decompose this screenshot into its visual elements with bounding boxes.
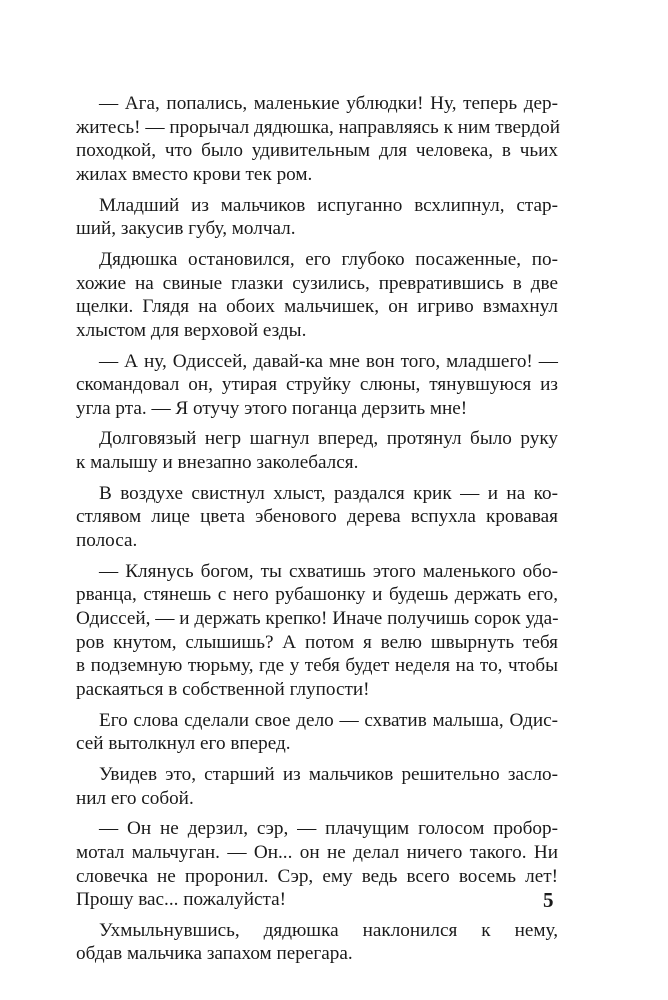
text-line: Долговязый негр шагнул вперед, протянул было руку xyxy=(99,428,558,450)
text-line: скомандовал он, утирая струйку слюны, тянувшуюся из xyxy=(76,374,558,396)
text-line: — А ну, Одиссей, давай-ка мне вон того, младшего! — xyxy=(99,350,558,372)
text-line: — Он не дерзил, сэр, — плачущим голосом пробор- xyxy=(99,818,558,840)
text-line: угла рта. — Я отучу этого поганца дерзить мне! xyxy=(76,397,468,419)
text-line: Прошу вас... пожалуйста! xyxy=(76,889,287,911)
text-line: хожие на свиные глазки сузились, превратившись в две xyxy=(76,272,558,294)
text-line: В воздухе свистнул хлыст, раздался крик — и на ко- xyxy=(99,482,558,504)
text-line: походкой, что было удивительным для человека, в чьих xyxy=(76,140,558,162)
text-line: ров кнутом, слышишь? А потом я велю швырнуть тебя xyxy=(76,631,558,653)
text-line: Его слова сделали свое дело — схватив малыша, Одис- xyxy=(99,709,558,731)
body-text xyxy=(76,92,561,966)
text-line: жилах вместо крови тек ром. xyxy=(76,163,313,185)
text-line: житесь! — прорычал дядюшка, направляясь к ним твердой xyxy=(76,116,561,138)
text-line: Увидев это, старший из мальчиков решительно засло- xyxy=(99,763,558,785)
text-line: — Ага, попались, маленькие ублюдки! Ну, теперь дер- xyxy=(99,93,558,114)
text-line: раскаяться в собственной глупости! xyxy=(76,678,370,700)
text-line: Младший из мальчиков испуганно всхлипнул, стар- xyxy=(99,194,558,216)
paragraph xyxy=(76,482,558,553)
text-line: Дядюшка остановился, его глубоко посаженные, по- xyxy=(99,248,558,270)
text-line: Ухмыльнувшись, дядюшка наклонился к нему, xyxy=(99,919,558,941)
paragraph xyxy=(76,763,558,810)
paragraph xyxy=(76,427,558,474)
text-line: щелки. Глядя на обоих мальчишек, он игриво взмахнул xyxy=(76,296,558,318)
text-line: рванца, стянешь с него рубашонку и будешь держать его, xyxy=(76,584,558,606)
text-line: ший, закусив губу, молчал. xyxy=(76,218,296,240)
text-line: сей вытолкнул его вперед. xyxy=(76,733,291,755)
text-line: стлявом лице цвета эбенового дерева вспухла кровавая xyxy=(76,506,558,528)
text-line: нил его собой. xyxy=(76,787,194,809)
text-line: словечка не проронил. Сэр, ему ведь всего восемь лет! xyxy=(76,865,558,887)
paragraph xyxy=(76,817,558,911)
paragraph xyxy=(76,194,558,241)
paragraph xyxy=(76,919,558,966)
text-line: в подземную тюрьму, где у тебя будет неделя на то, чтобы xyxy=(76,655,558,677)
text-line: хлыстом для верховой езды. xyxy=(76,319,307,341)
text-line: — Клянусь богом, ты схватишь этого маленького обо- xyxy=(99,560,558,582)
paragraph xyxy=(76,560,558,702)
page-number: 5 xyxy=(543,888,554,912)
text-line: Одиссей, — и держать крепко! Иначе получишь сорок уда- xyxy=(76,608,559,629)
text-line: к малышу и внезапно заколебался. xyxy=(76,452,359,474)
text-line: обдав мальчика запахом перегара. xyxy=(76,943,353,965)
text-line: мотал мальчуган. — Он... он не делал ничего такого. Ни xyxy=(76,841,558,863)
paragraph xyxy=(76,248,558,342)
paragraph xyxy=(76,709,558,756)
paragraph xyxy=(76,350,558,421)
text-line: полоса. xyxy=(76,530,138,552)
paragraph xyxy=(76,92,561,186)
